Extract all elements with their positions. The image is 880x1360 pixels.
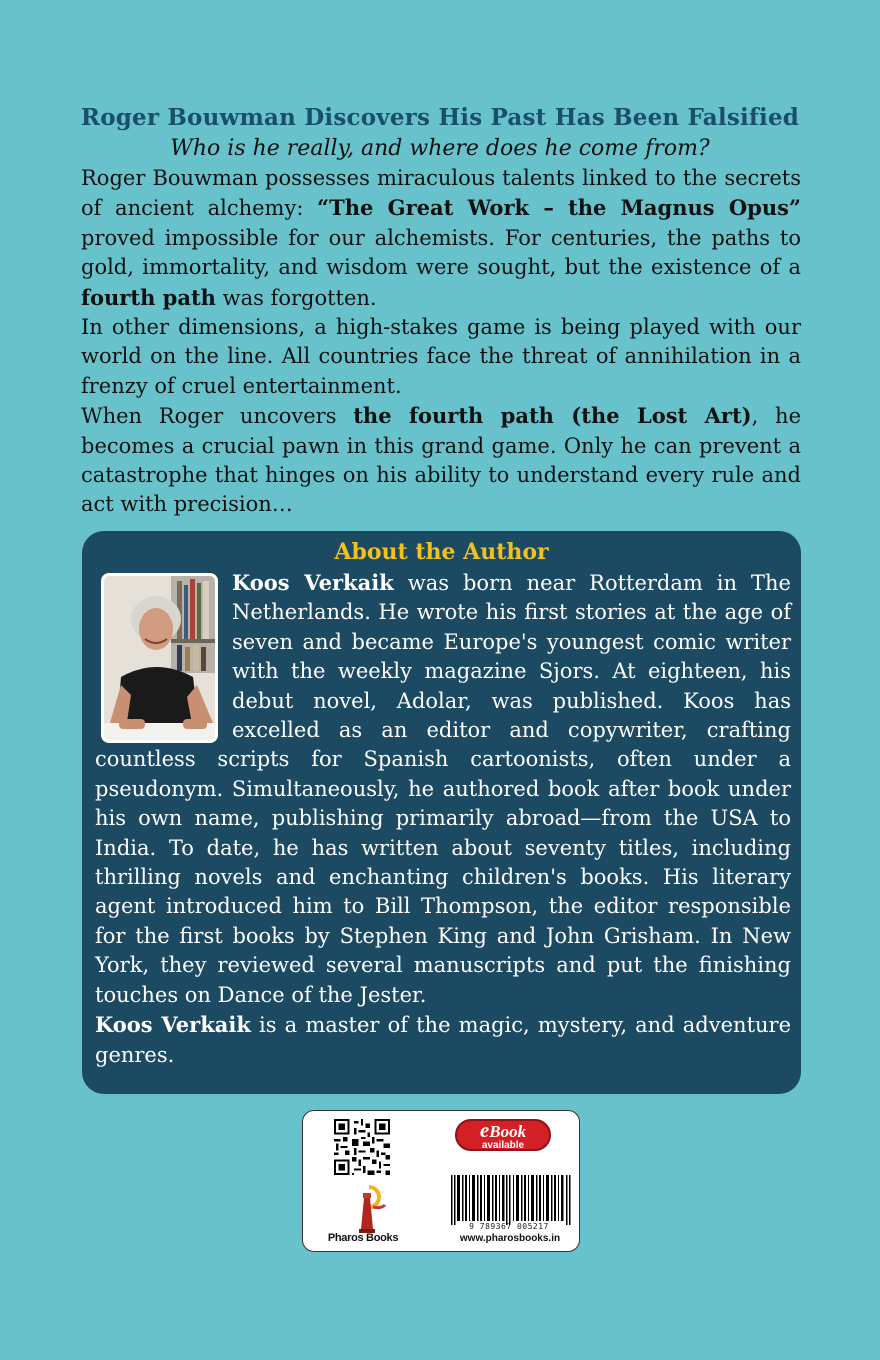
publisher-website: www.pharosbooks.in (459, 1233, 561, 1244)
author-name-2: Koos Verkaik (95, 1012, 251, 1038)
isbn-number: 9 789367 005217 (469, 1222, 549, 1231)
author-name: Koos Verkaik (232, 570, 394, 595)
author-bio-paragraph-2: Koos Verkaik is a master of the magic, mystery, and adventure genres. (95, 1012, 792, 1067)
synopsis (81, 164, 801, 520)
about-author-heading: About the Author (334, 539, 549, 565)
publisher-name: Pharos Books (327, 1232, 399, 1244)
about-author-panel (82, 531, 801, 1094)
synopsis-paragraph-1: Roger Bouwman possesses miraculous talents linked to the secrets of ancient alchemy: “The Great Work – the Magnus Opus” proved impossible for our alchemists. For centuries, the paths to gold, immortality, and wisdom were sought, but the existence of a fourth path was forgotten. (81, 166, 801, 310)
author-bio-paragraph-1: Koos Verkaik was born near Rotterdam in The Netherlands. He wrote his first stories at the age of seven and became Europe's youngest comic writer with the weekly magazine Sjors. At eighteen, his debut novel, Adolar, was published. Koos has excelled as an editor and copywriter, crafting countless scripts for Spanish cartoonists, often under a pseudonym. Simultaneously, he authored book after book under his own name, publishing primarily abroad—from the USA to India. To date, he has written about seventy titles, including thrilling novels and enchanting children's books. His literary agent introduced him to Bill Thompson, the editor responsible for the first books by Stephen King and John Grisham. In New York, they reviewed several manuscripts and put the finishing touches on Dance of the Jester. (95, 570, 791, 1007)
isbn-barcode (449, 1175, 573, 1225)
synopsis-paragraph-3: When Roger uncovers the fourth path (the Lost Art), he becomes a crucial pawn in this grand game. Only he can prevent a catastrophe that hinges on his ability to understand every rule and act with precision… (81, 403, 801, 517)
synopsis-paragraph-2: In other dimensions, a high-stakes game is being played with our world on the line. All countries face the threat of annihilation in a frenzy of cruel entertainment. (81, 315, 801, 398)
author-bio (95, 568, 791, 1070)
back-cover-tagline: Who is he really, and where does he come from? (170, 136, 710, 161)
back-cover-headline: Roger Bouwman Discovers His Past Has Been Falsified (80, 104, 800, 131)
publisher-codes-panel (302, 1110, 580, 1252)
qr-code-icon (334, 1119, 390, 1175)
ebook-available-badge: eBook available (455, 1119, 551, 1151)
